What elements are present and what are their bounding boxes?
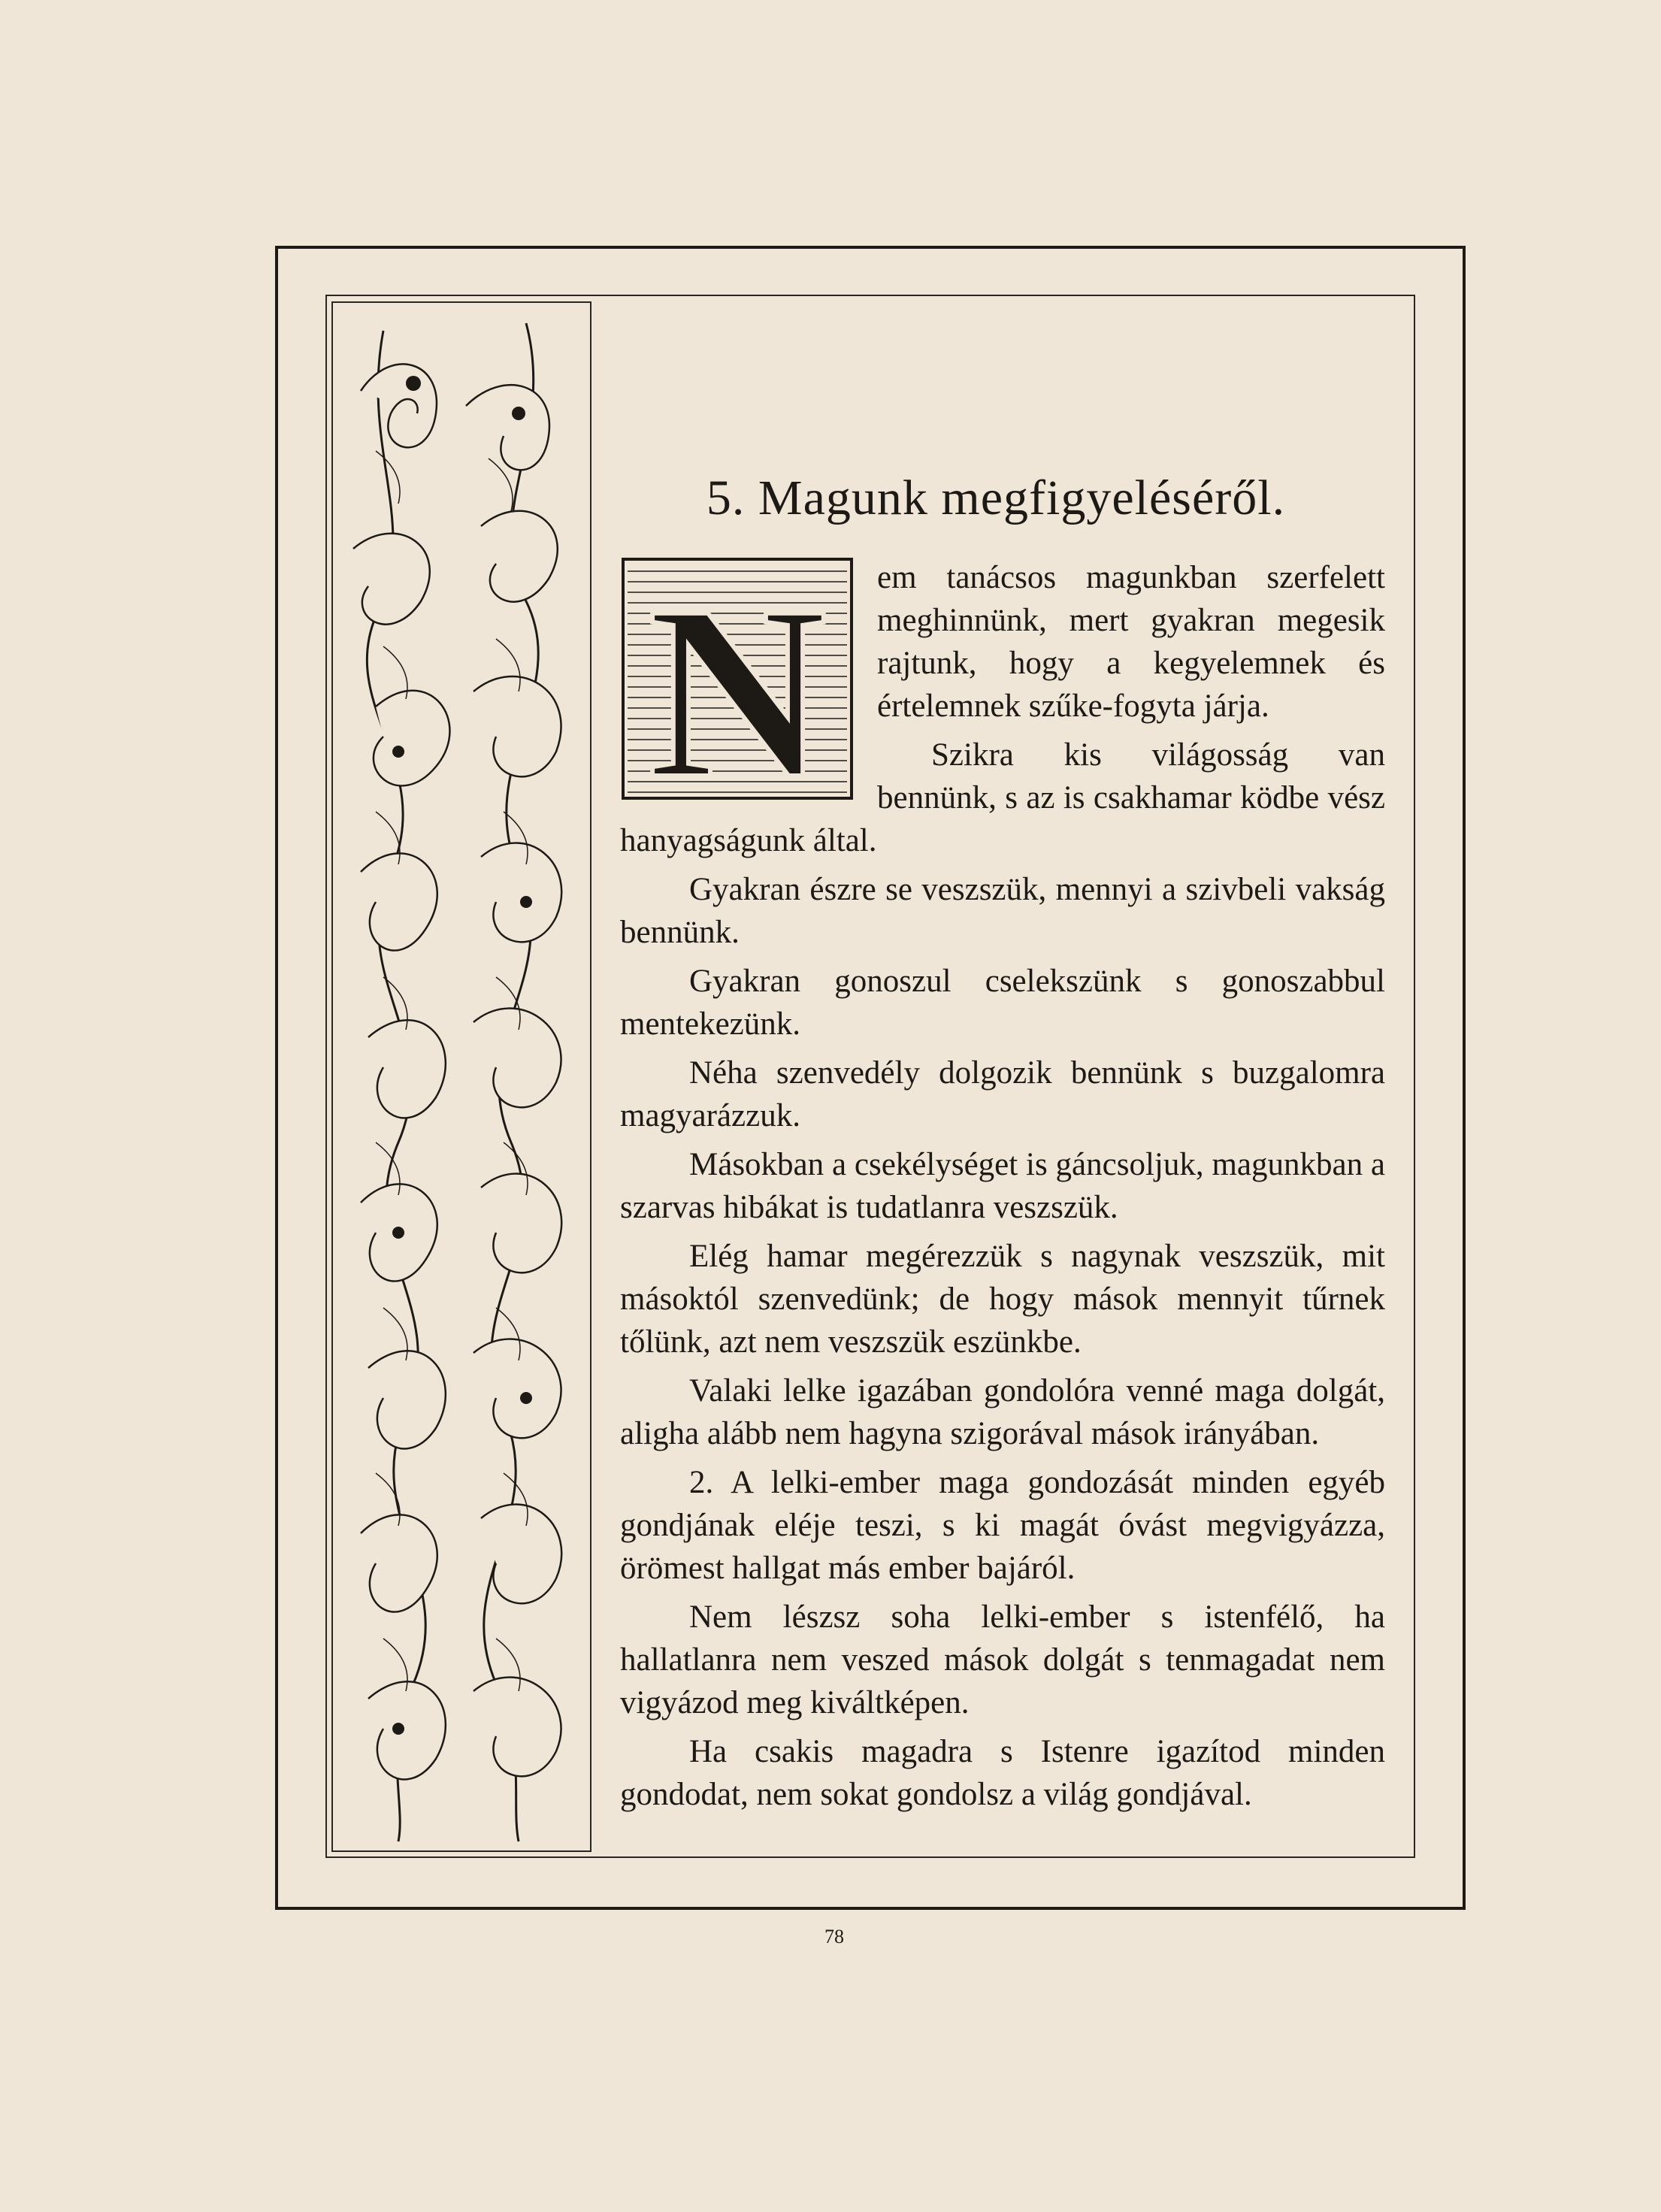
page-number: 78: [824, 1926, 844, 1947]
paragraph: Gyakran észre se veszszük, mennyi a szivbeli vakság bennünk.: [620, 872, 1385, 950]
body-text: [620, 556, 1385, 1822]
paragraph: Másokban a csekélységet is gáncsoljuk, magunkban a szarvas hibákat is tudatlanra veszszük.: [620, 1147, 1385, 1225]
paragraph: Valaki lelke igazában gondolóra venné maga dolgát, aligha alább nem hagyna szigorával mások irányában.: [620, 1373, 1385, 1451]
chapter-title: 5. Magunk megfigyeléséről.: [706, 471, 1286, 525]
decorated-initial-icon: [620, 556, 855, 801]
paragraph: Gyakran gonoszul cselekszünk s gonoszabbul mentekezünk.: [620, 964, 1385, 1042]
paragraph: Néha szenvedély dolgozik bennünk s buzgalomra magyarázzuk.: [620, 1055, 1385, 1133]
paragraph: Nem lészsz soha lelki-ember s istenfélő, ha hallatlanra nem veszed mások dolgát s tenmagadat nem vigyázod meg kiváltképen.: [620, 1599, 1385, 1720]
initial-letter-box: [620, 556, 877, 812]
opening-lines: em tanácsos magunkban szerfelett meghinnünk, mert gyakran megesik rajtunk, hogy a kegyelemnek és értelemnek szűke-fogyta járja.: [877, 560, 1385, 724]
paragraph: Elég hamar megérezzük s nagynak veszszük, mit másoktól szenvedünk; de hogy mások mennyit tűrnek tőlünk, azt nem veszszük eszünkbe.: [620, 1239, 1385, 1360]
opening-continuation: Szikra kis világosság van bennünk, s az is csakhamar ködbe vész hanyagságunk által.: [620, 737, 1385, 858]
paragraph: Ha csakis magadra s Istenre igazítod minden gondodat, nem sokat gondolsz a világ gondjával.: [620, 1734, 1385, 1812]
paragraph: 2. A lelki-ember maga gondozását minden egyéb gondjának eléje teszi, s ki magát óvást megvigyázza, örömest hallgat más ember bajáról.: [620, 1465, 1385, 1586]
initial-letter: N: [647, 556, 827, 801]
floral-ornament-border: [331, 301, 592, 1853]
